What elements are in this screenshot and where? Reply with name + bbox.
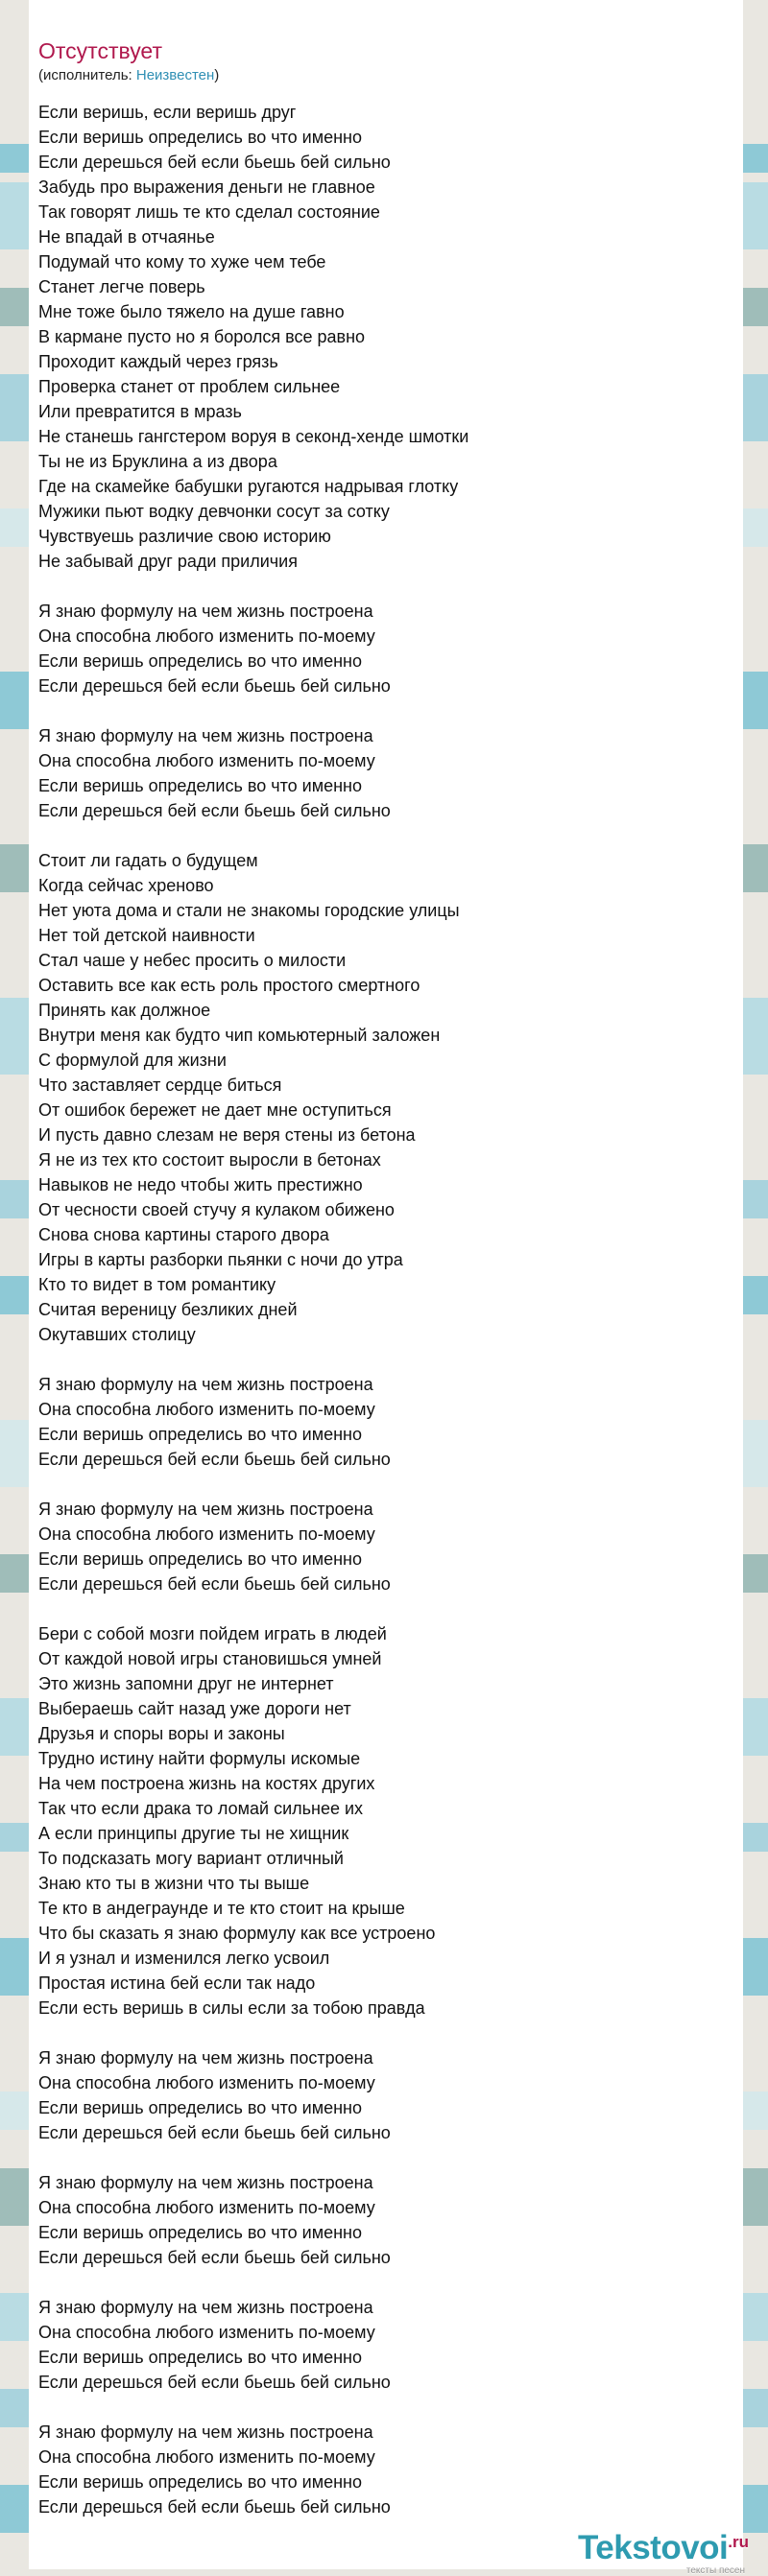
stanza [38, 2045, 710, 2145]
lyric-line: Те кто в андеграунде и те кто стоит на крыше [38, 1899, 405, 1918]
lyrics-text [38, 100, 710, 2544]
lyric-line: Чувствуешь различие свою историю [38, 527, 331, 546]
lyric-line: Она способна любого изменить по-моему [38, 2447, 375, 2467]
lyric-line: Я знаю формулу на чем жизнь построена [38, 2173, 373, 2192]
lyric-line: Если веришь определись во что именно [38, 2472, 362, 2492]
lyric-line: Если веришь определись во что именно [38, 1549, 362, 1569]
lyric-line: Так что если драка то ломай сильнее их [38, 1799, 364, 1818]
lyric-line: Если дерешься бей если бьешь бей сильно [38, 153, 391, 172]
lyric-line: Забудь про выражения деньги не главное [38, 177, 375, 197]
lyric-line: Если дерешься бей если бьешь бей сильно [38, 2497, 391, 2517]
lyric-line: Если веришь определись во что именно [38, 2098, 362, 2117]
lyric-line: Так говорят лишь те кто сделал состояние [38, 202, 380, 222]
lyric-line: Если веришь определись во что именно [38, 2223, 362, 2242]
stanza [38, 2295, 710, 2395]
stanza [38, 848, 710, 1347]
lyric-line: Что бы сказать я знаю формулу как все устроено [38, 1924, 436, 1943]
lyric-line: Или превратится в мразь [38, 402, 242, 421]
lyric-line: Навыков не недо чтобы жить престижно [38, 1175, 363, 1194]
lyric-line: Если дерешься бей если бьешь бей сильно [38, 801, 391, 820]
stanza [38, 1372, 710, 1472]
lyric-line: Считая вереницу безликих дней [38, 1300, 298, 1319]
lyric-line: Если дерешься бей если бьешь бей сильно [38, 2373, 391, 2392]
lyric-line: Я знаю формулу на чем жизнь построена [38, 1500, 373, 1519]
lyric-line: Я знаю формулу на чем жизнь построена [38, 726, 373, 745]
stanza [38, 2170, 710, 2270]
artist-link[interactable]: Неизвестен [135, 67, 215, 83]
lyric-line: Станет легче поверь [38, 277, 205, 296]
lyric-line: Что заставляет сердце биться [38, 1075, 282, 1095]
lyric-line: Она способна любого изменить по-моему [38, 751, 375, 770]
lyric-line: От чесности своей стучу я кулаком обижено [38, 1200, 395, 1219]
lyric-line: Если веришь определись во что именно [38, 776, 362, 795]
lyric-line: Если дерешься бей если бьешь бей сильно [38, 676, 391, 696]
stanza [38, 1497, 710, 1596]
lyric-line: На чем построена жизнь на костях других [38, 1774, 375, 1793]
artist-line [38, 67, 219, 83]
lyric-line: Выбераешь сайт назад уже дороги нет [38, 1699, 351, 1718]
page-title: Отсутствует [38, 38, 162, 63]
lyric-line: Если веришь определись во что именно [38, 2348, 362, 2367]
lyric-line: Кто то видет в том романтику [38, 1275, 276, 1294]
lyric-line: Я знаю формулу на чем жизнь построена [38, 1375, 373, 1394]
lyric-line: Я знаю формулу на чем жизнь построена [38, 2422, 373, 2442]
logo-tagline: тексты песен [685, 2565, 745, 2576]
stanza [38, 100, 710, 574]
stanza [38, 723, 710, 823]
lyric-line: Я знаю формулу на чем жизнь построена [38, 2048, 373, 2068]
lyric-line: Не станешь гангстером воруя в секонд-хенде шмотки [38, 427, 469, 446]
lyric-line: Проходит каждый через грязь [38, 352, 278, 371]
lyric-line: От каждой новой игры становишься умней [38, 1649, 382, 1668]
stanza [38, 599, 710, 698]
logo-name: Tekstovoi [577, 2529, 729, 2566]
lyric-line: Она способна любого изменить по-моему [38, 2073, 375, 2092]
lyric-line: Стоит ли гадать о будущем [38, 851, 258, 870]
lyric-line: Если веришь, если веришь друг [38, 103, 297, 122]
lyric-line: Она способна любого изменить по-моему [38, 1400, 375, 1419]
lyric-line: Она способна любого изменить по-моему [38, 2198, 375, 2217]
lyric-line: Мне тоже было тяжело на душе гавно [38, 302, 345, 321]
lyric-line: С формулой для жизни [38, 1051, 227, 1070]
lyric-line: Я знаю формулу на чем жизнь построена [38, 602, 373, 621]
logo-tld: .ru [728, 2533, 749, 2551]
lyric-line: А если принципы другие ты не хищник [38, 1824, 349, 1843]
lyric-line: Оставить все как есть роль простого смертного [38, 976, 420, 995]
lyric-line: Она способна любого изменить по-моему [38, 2323, 375, 2342]
lyric-line: Если дерешься бей если бьешь бей сильно [38, 2123, 391, 2142]
lyric-line: Не забывай друг ради приличия [38, 552, 298, 571]
lyric-line: Когда сейчас хреново [38, 876, 214, 895]
lyric-line: Где на скамейке бабушки ругаются надрывая глотку [38, 477, 459, 496]
lyric-line: Ты не из Бруклина а из двора [38, 452, 277, 471]
lyric-line: Принять как должное [38, 1001, 211, 1020]
lyric-line: Она способна любого изменить по-моему [38, 1524, 375, 1544]
lyric-line: Это жизнь запомни друг не интернет [38, 1674, 334, 1693]
lyric-line: Если дерешься бей если бьешь бей сильно [38, 2248, 391, 2267]
lyric-line: Я не из тех кто состоит выросли в бетонах [38, 1150, 381, 1170]
lyric-line: Снова снова картины старого двора [38, 1225, 329, 1244]
lyric-line: Если дерешься бей если бьешь бей сильно [38, 1450, 391, 1469]
lyric-line: Нет той детской наивности [38, 926, 255, 945]
lyric-line: Если веришь определись во что именно [38, 1425, 362, 1444]
lyric-line: Не впадай в отчаянье [38, 227, 215, 247]
lyric-line: И пусть давно слезам не веря стены из бетона [38, 1125, 416, 1145]
lyric-line: Если есть веришь в силы если за тобою правда [38, 1998, 425, 2018]
lyric-line: Игры в карты разборки пьянки с ночи до утра [38, 1250, 403, 1269]
stanza [38, 2420, 710, 2519]
lyric-line: Я знаю формулу на чем жизнь построена [38, 2298, 373, 2317]
artist-prefix: (исполнитель: [38, 67, 136, 83]
lyric-line: И я узнал и изменился легко усвоил [38, 1949, 330, 1968]
site-logo[interactable] [577, 2529, 749, 2576]
lyric-line: Внутри меня как будто чип комьютерный заложен [38, 1026, 441, 1045]
lyric-line: Проверка станет от проблем сильнее [38, 377, 341, 396]
lyric-line: Окутавших столицу [38, 1325, 196, 1344]
lyric-line: Если веришь определись во что именно [38, 651, 362, 671]
artist-suffix: ) [214, 67, 220, 83]
lyric-line: Если дерешься бей если бьешь бей сильно [38, 1574, 391, 1594]
lyric-line: Бери с собой мозги пойдем играть в людей [38, 1624, 387, 1643]
lyric-line: От ошибок бережет не дает мне оступиться [38, 1100, 392, 1120]
lyric-line: Знаю кто ты в жизни что ты выше [38, 1874, 310, 1893]
lyric-line: Мужики пьют водку девчонки сосут за сотку [38, 502, 390, 521]
lyric-line: Стал чаше у небес просить о милости [38, 951, 347, 970]
lyric-line: Она способна любого изменить по-моему [38, 626, 375, 646]
lyric-line: В кармане пусто но я боролся все равно [38, 327, 366, 346]
lyric-line: Простая истина бей если так надо [38, 1973, 316, 1993]
stanza [38, 1621, 710, 2021]
lyric-line: Если веришь определись во что именно [38, 128, 362, 147]
lyric-line: Подумай что кому то хуже чем тебе [38, 252, 326, 272]
lyric-line: Трудно истину найти формулы искомые [38, 1749, 361, 1768]
lyric-line: Друзья и споры воры и законы [38, 1724, 285, 1743]
lyric-line: Нет уюта дома и стали не знакомы городские улицы [38, 901, 460, 920]
lyric-line: То подсказать могу вариант отличный [38, 1849, 344, 1868]
